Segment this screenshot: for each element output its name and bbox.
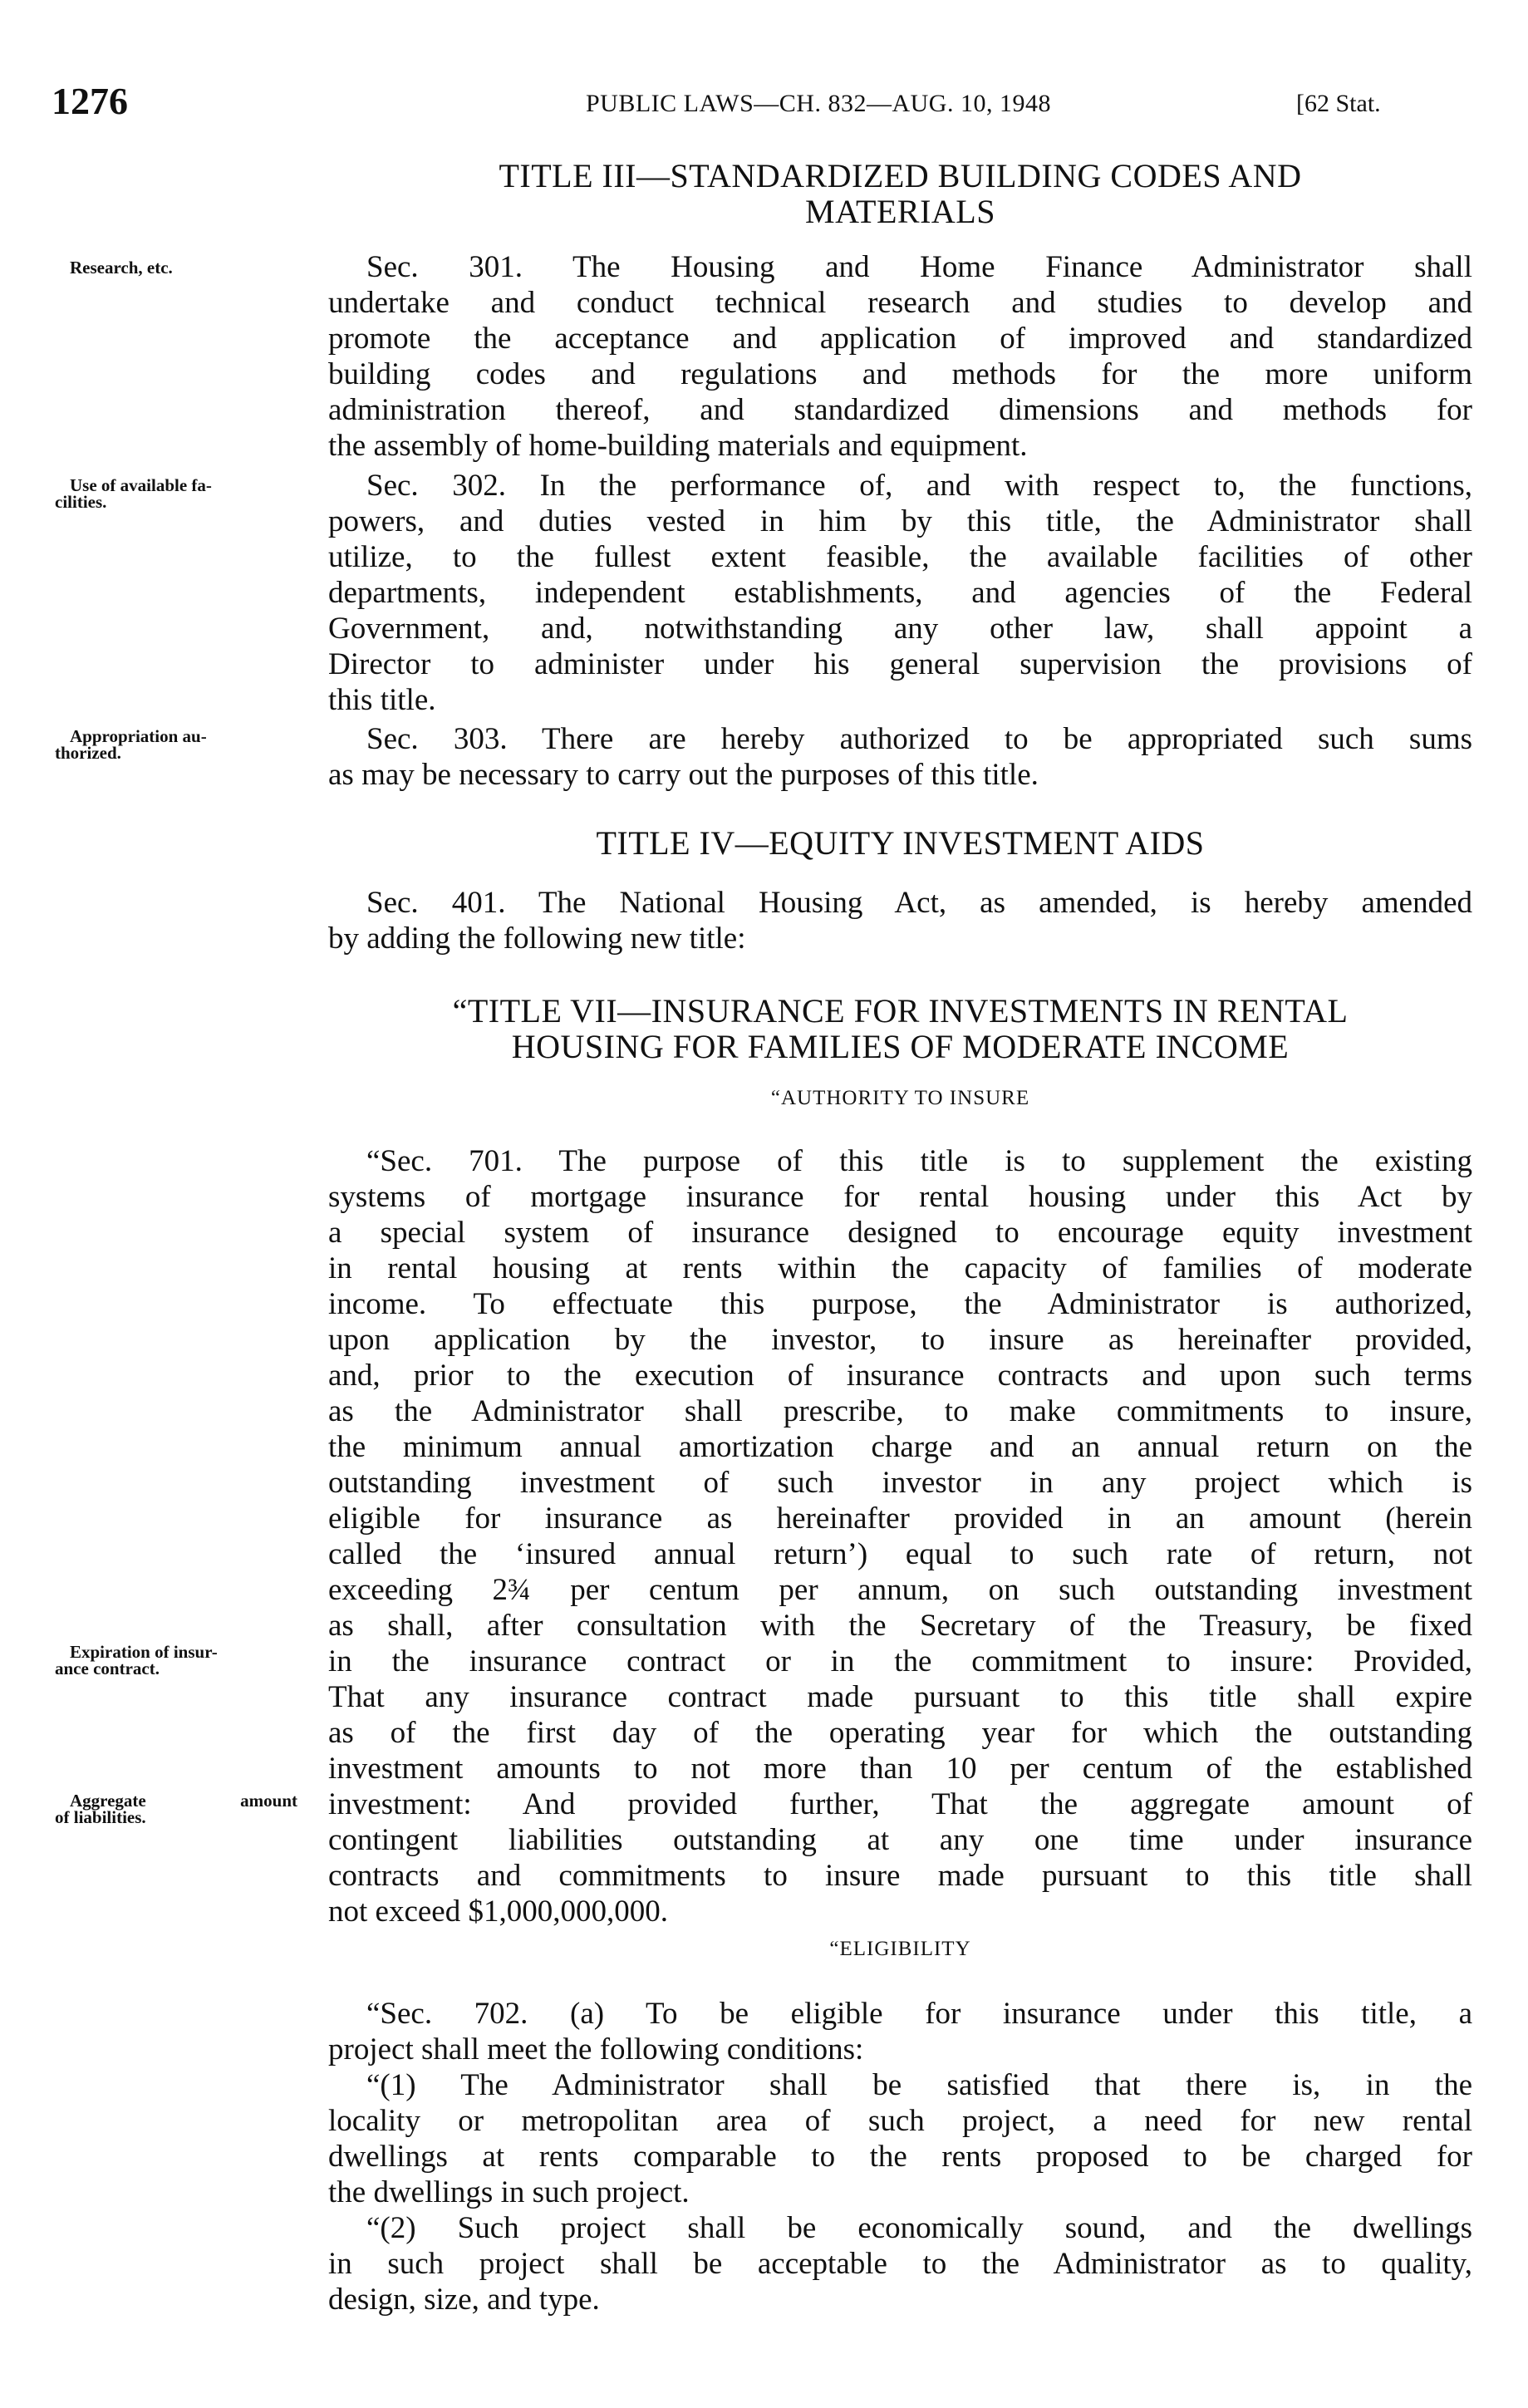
text-line: contingent liabilities outstanding at any one time under insurance [328,1823,1472,1857]
margin-note-available-facilities [55,477,297,510]
text-line: dwellings at rents comparable to the rents proposed to be charged for [328,2140,1472,2174]
text-line: eligible for insurance as hereinafter provided in an amount (herein [328,1501,1472,1536]
text-line: called the ‘insured annual return’) equal to such rate of return, not [328,1537,1472,1571]
margin-note-line: Use of available fa- [70,475,212,495]
text-line: the dwellings in such project. [328,2175,690,2209]
text-line: Sec. 303. There are hereby authorized to be appropriated such sums [366,722,1472,756]
text-line: income. To effectuate this purpose, the Administrator is authorized, [328,1287,1472,1321]
text-line: as may be necessary to carry out the purposes of this title. [328,758,1039,792]
text-line: not exceed $1,000,000,000. [328,1894,668,1929]
margin-note-line: Appropriation au- [70,726,207,746]
text-line: Director to administer under his general supervision the provisions of [328,647,1472,681]
margin-note-line: of liabilities. [55,1807,146,1827]
text-line: “Sec. 702. (a) To be eligible for insurance under this title, a [366,1997,1472,2031]
title-vii-heading-line1: “TITLE VII—INSURANCE FOR INVESTMENTS IN RENTAL [452,992,1349,1030]
text-line: the minimum annual amortization charge and an annual return on the [328,1430,1472,1464]
text-line: administration thereof, and standardized dimensions and methods for [328,393,1472,427]
section-302 [328,468,1472,718]
text-line: as shall, after consultation with the Secretary of the Treasury, be fixed [328,1609,1472,1643]
text-line: investment: And provided further, That the aggregate amount of [328,1787,1472,1821]
title-vii-heading [328,993,1472,1064]
text-line: and, prior to the execution of insurance contracts and upon such terms [328,1359,1472,1393]
margin-note-line: thorized. [55,743,121,763]
section-701 [328,1143,1472,1929]
text-line: this title. [328,683,436,717]
text-line: “(2) Such project shall be economically sound, and the dwellings [366,2211,1472,2245]
text-line: Sec. 401. The National Housing Act, as amended, is hereby amended [366,886,1472,920]
text-line: a special system of insurance designed to encourage equity investment [328,1216,1472,1250]
text-line: in rental housing at rents within the capacity of families of moderate [328,1251,1472,1285]
text-line: contracts and commitments to insure made pursuant to this title shall [328,1859,1472,1893]
margin-note-line: Research, etc. [70,258,173,278]
page-number: 1276 [52,80,128,122]
section-303 [328,721,1472,793]
text-line: by adding the following new title: [328,921,746,956]
margin-note-line: Expiration of insur- [70,1642,218,1662]
text-line: departments, independent establishments, and agencies of the Federal [328,576,1472,610]
text-line: outstanding investment of such investor in any project which is [328,1466,1472,1500]
margin-note-line: ance contract. [55,1659,160,1678]
title-iv-heading: TITLE IV—EQUITY INVESTMENT AIDS [596,824,1205,862]
title-iii-heading [328,158,1472,229]
section-301 [328,249,1472,464]
section-401 [328,885,1472,956]
margin-note-expiration [55,1644,297,1677]
text-line: in the insurance contract or in the commitment to insure: Provided, [328,1644,1472,1678]
text-line: utilize, to the fullest extent feasible, the available facilities of other [328,540,1472,574]
text-line: powers, and duties vested in him by this title, the Administrator shall [328,504,1472,538]
text-line: design, size, and type. [328,2283,600,2317]
margin-note-aggregate-liabilities [55,1792,297,1826]
margin-note-line: Aggregate amount [70,1791,297,1811]
statute-reference: [62 Stat. [1296,90,1381,117]
title-iii-heading-line1: TITLE III—STANDARDIZED BUILDING CODES AND [499,157,1302,194]
text-line: building codes and regulations and methods for the more uniform [328,357,1472,391]
text-line: exceeding 2¾ per centum per annum, on such outstanding investment [328,1573,1472,1607]
margin-note-appropriation [55,728,297,761]
text-line: “Sec. 701. The purpose of this title is to supplement the existing [366,1144,1472,1178]
title-iii-heading-line2: MATERIALS [805,193,995,230]
text-line: Sec. 301. The Housing and Home Finance Administrator shall [366,250,1472,284]
title-vii-heading-line2: HOUSING FOR FAMILIES OF MODERATE INCOME [511,1028,1290,1065]
text-line: promote the acceptance and application of improved and standardized [328,322,1472,356]
text-line: systems of mortgage insurance for rental housing under this Act by [328,1180,1472,1214]
text-line: undertake and conduct technical research and studies to develop and [328,286,1472,320]
text-line: as the Administrator shall prescribe, to make commitments to insure, [328,1394,1472,1428]
running-head: PUBLIC LAWS—CH. 832—AUG. 10, 1948 [586,90,1051,117]
eligibility-subheading: “ELIGIBILITY [829,1938,971,1960]
text-line: “(1) The Administrator shall be satisfied that there is, in the [366,2068,1472,2102]
text-line: as of the first day of the operating year for which the outstanding [328,1716,1472,1750]
text-line: Government, and, notwithstanding any other law, shall appoint a [328,612,1472,646]
text-line: project shall meet the following conditions: [328,2032,864,2066]
text-line: the assembly of home-building materials and equipment. [328,429,1028,463]
section-702 [328,1996,1472,2317]
text-line: upon application by the investor, to insure as hereinafter provided, [328,1323,1472,1357]
text-line: Sec. 302. In the performance of, and with respect to, the functions, [366,469,1472,503]
text-line: That any insurance contract made pursuant to this title shall expire [328,1680,1472,1714]
margin-note-research [55,259,297,276]
authority-subheading: “AUTHORITY TO INSURE [770,1087,1030,1109]
text-line: locality or metropolitan area of such project, a need for new rental [328,2104,1472,2138]
text-line: in such project shall be acceptable to the Administrator as to quality, [328,2247,1472,2281]
text-line: investment amounts to not more than 10 per centum of the established [328,1752,1472,1786]
margin-note-line: cilities. [55,492,107,512]
